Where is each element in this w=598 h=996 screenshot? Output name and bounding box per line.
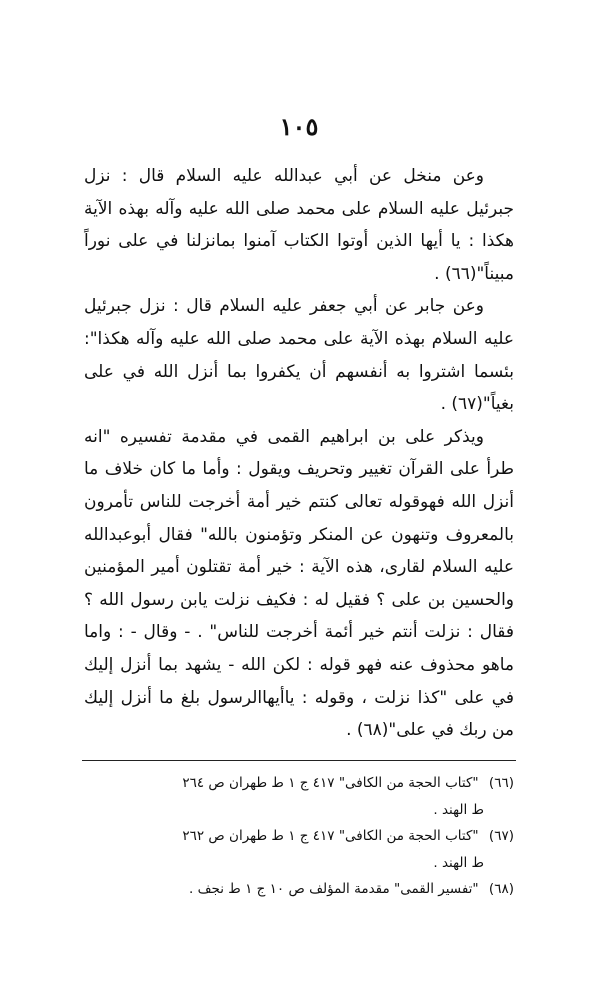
footnote-text: "كتاب الحجة من الكافى" ٤١٧ ج ١ ط طهران ص ٢٦٤ <box>182 775 479 791</box>
footnote-number: (٦٧) <box>488 828 514 844</box>
footnote <box>84 876 514 903</box>
paragraph: ويذكر على بن ابراهيم القمى في مقدمة تفسيره "انه طرأ على القرآن تغيير وتحريف ويقول : وأما ما كان خلاف ما أنزل الله فهوقوله تعالى كنتم خير أمة أخرجت للناس تأمرون بالمعروف وتنهون عن المنكر وتؤمنون بالله" فقال أبوعبدالله عليه السلام لقارى، هذه الآية : خير أمة تقتلون أمير المؤمنين والحسين بن على ؟ فقيل له : فكيف نزلت يابن رسول الله ؟ فقال : نزلت أنتم خير أئمة أخرجت للناس" . - وقال - : واما ماهو محذوف عنه فهو قوله : لكن الله - يشهد بما أنزل إليك في على "كذا نزلت ، وقوله : ياأيهاالرسول بلغ ما أنزل إليك من ربك في على"(٦٨) . <box>84 426 514 741</box>
footnote-text: "تفسير القمى" مقدمة المؤلف ص ١٠ ج ١ ط نجف . <box>188 881 479 897</box>
footnote-number: (٦٨) <box>488 881 514 897</box>
footnotes <box>84 770 514 903</box>
main-text <box>84 160 514 747</box>
footnote-divider <box>82 760 516 761</box>
page-number: ١٠٥ <box>279 112 319 141</box>
footnote-continuation: ط الهند . <box>433 801 484 818</box>
paragraph: وعن جابر عن أبي جعفر عليه السلام قال : نزل جبرئيل عليه السلام بهذه الآية على محمد صلى الله عليه وآله هكذا": بئسما اشتروا به أنفسهم أن يكفروا بما أنزل الله في على بغياً"(٦٧) . <box>84 296 514 415</box>
footnote-text: "كتاب الحجة من الكافى" ٤١٧ ج ١ ط طهران ص ٢٦٢ <box>182 828 479 844</box>
footnote-number: (٦٦) <box>488 775 514 791</box>
footnote <box>84 770 514 797</box>
paragraph: وعن منخل عن أبي عبدالله عليه السلام قال : نزل جبرئيل عليه السلام على محمد صلى الله عليه وآله بهذه الآية هكذا : يا أيها الذين أوتوا الكتاب آمنوا بمانزلنا في على نوراً مبيناً"(٦٦) . <box>84 166 514 284</box>
footnote-continuation: ط الهند . <box>433 854 484 871</box>
footnote <box>84 823 514 850</box>
